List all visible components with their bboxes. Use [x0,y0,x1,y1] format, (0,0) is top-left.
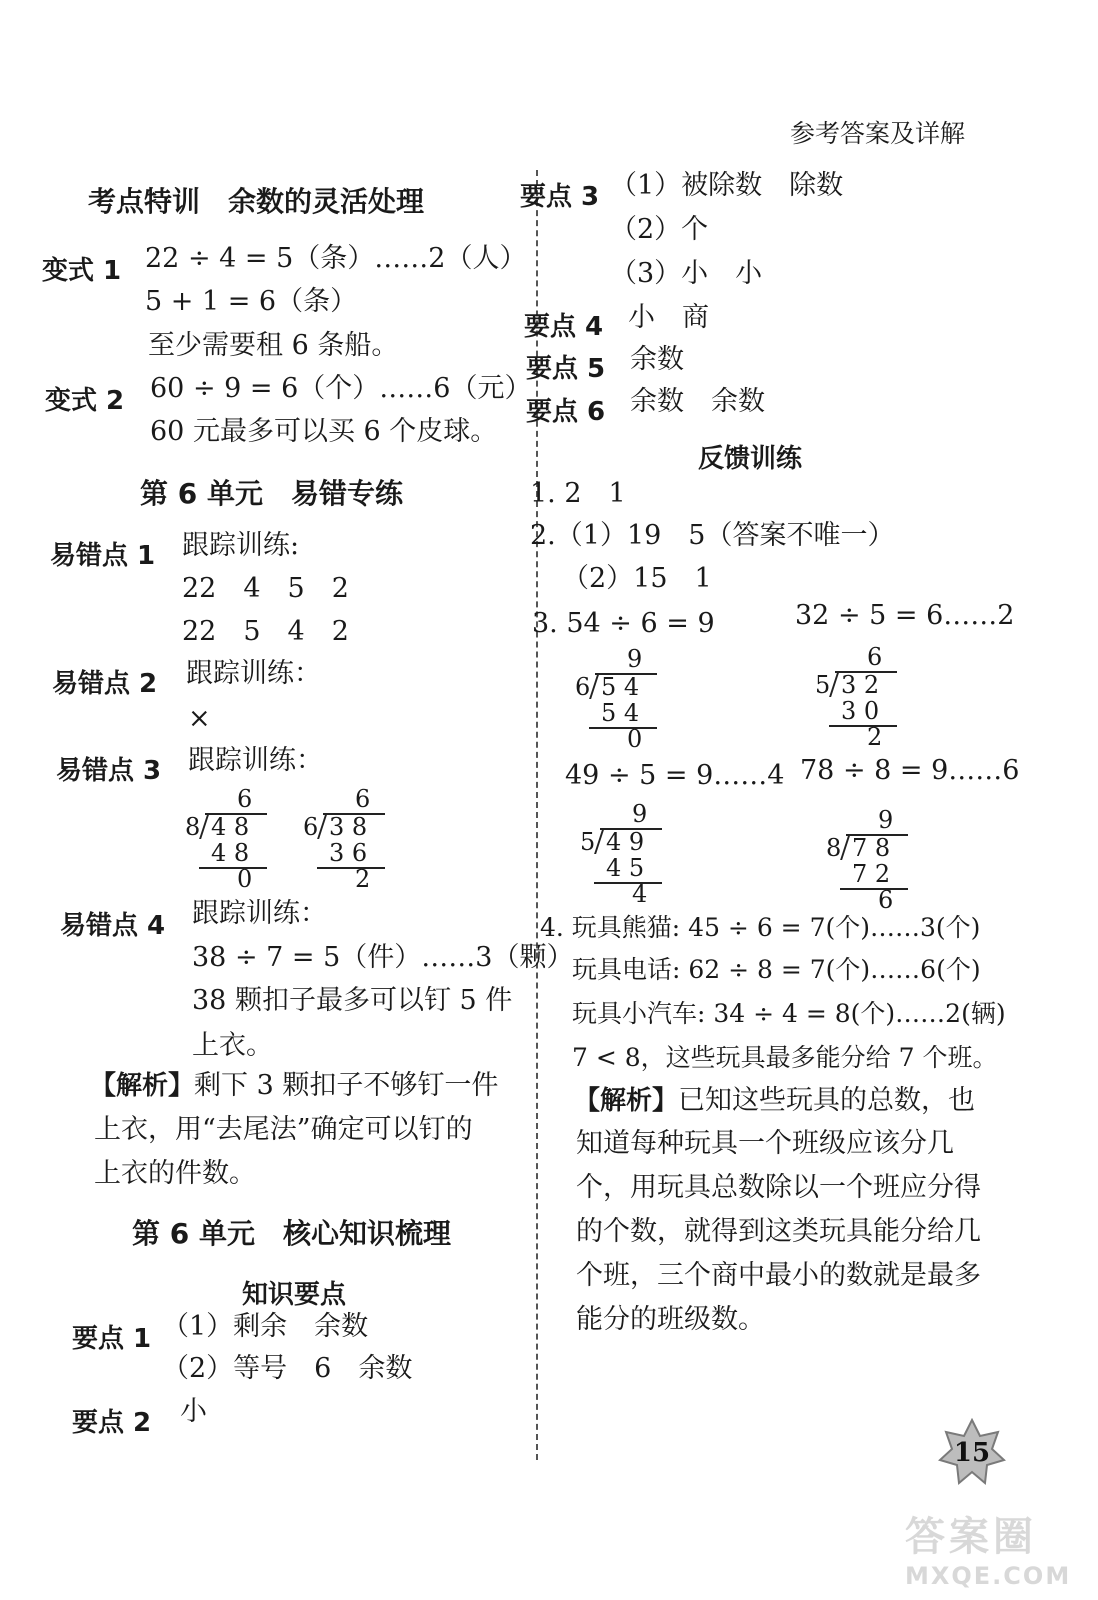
long-division [815,643,905,753]
key-point-4-label: 要点 4 [524,312,604,342]
subsection-title-knowledge-points: 知识要点 [242,1280,347,1310]
question-3-equation-d: 78 ÷ 8 = 9……6 [800,755,1020,786]
question-3-equation-b: 32 ÷ 5 = 6……2 [795,600,1015,631]
section-title-error-practice: 第 6 单元 易错专练 [140,477,403,510]
error-point-1-row-2: 22 5 4 2 [182,616,349,647]
product: 7 2 [852,860,891,888]
page-number: 15 [953,1438,991,1468]
question-4-line-1: 4. 玩具熊猫: 45 ÷ 6 = 7(个)……3(个) [540,913,981,942]
error-point-2-label: 易错点 2 [52,669,158,699]
variant-1-line-2: 5 + 1 = 6（条） [145,286,358,317]
analysis-paragraph [90,1070,498,1102]
divisor: 6 [575,673,591,701]
quotient: 9 [878,806,894,834]
subtract-line [317,867,385,869]
analysis-line: 上衣的件数。 [94,1158,256,1189]
analysis-tag: 【解析】 [90,1071,195,1101]
header-title: 参考答案及详解 [790,119,966,148]
dividend: 5 4 [601,673,640,701]
remainder: 4 [632,880,648,908]
remainder: 2 [867,723,883,751]
question-4-line-4: 7 < 8，这些玩具最多能分给 7 个班。 [572,1043,998,1072]
analysis-line: 的个数，就得到这类玩具能分给几 [576,1216,981,1247]
question-2-line-2: （2）15 1 [562,563,712,594]
analysis-line: 剩下 3 颗扣子不够钉一件 [194,1070,499,1101]
key-point-2-label: 要点 2 [72,1408,152,1438]
subtract-line [840,888,908,890]
variant-2-line-2: 60 元最多可以买 6 个皮球。 [150,416,498,447]
watermark-logo-text: 答案圈 [905,1514,1037,1560]
key-point-5-label: 要点 5 [526,354,606,384]
long-division [826,806,916,916]
variant-1-line-1: 22 ÷ 4 = 5（条）……2（人） [145,243,527,274]
remainder: 6 [878,886,894,914]
variant-1-label: 变式 1 [42,256,122,286]
key-point-3-line-2: （2）个 [610,214,709,245]
error-point-2-mark: × [188,703,211,734]
error-point-4-text: 跟踪训练： [192,898,327,929]
key-point-2-text: 小 [180,1396,207,1427]
subtract-line [829,725,897,727]
subtract-line [589,727,657,729]
division-bracket [829,673,839,697]
error-point-4-label: 易错点 4 [60,911,166,941]
subtract-line [594,882,662,884]
quotient: 6 [355,785,371,813]
page-number-badge [938,1418,1006,1486]
divisor: 8 [185,813,201,841]
analysis-line: 已知这些玩具的总数，也 [678,1085,976,1116]
error-point-4-line-1: 38 ÷ 7 = 5（件）……3（颗） [192,942,574,973]
question-2-line-1: 2.（1）19 5（答案不唯一） [530,520,895,551]
watermark [905,1505,1071,1590]
question-3-equation-a: 3. 54 ÷ 6 = 9 [532,608,715,639]
section-title-remainder: 考点特训 余数的灵活处理 [88,185,425,218]
error-point-3-text: 跟踪训练： [188,745,323,776]
division-bracket [317,815,327,839]
key-point-6-label: 要点 6 [526,397,606,427]
feedback-training-title: 反馈训练 [698,444,803,474]
variant-1-line-3: 至少需要租 6 条船。 [148,330,399,361]
long-division [303,785,393,895]
question-4-line-2: 玩具电话: 62 ÷ 8 = 7(个)……6(个) [572,955,981,984]
quotient: 9 [632,800,648,828]
analysis-line: 个，用玩具总数除以一个班应分得 [576,1172,981,1203]
error-point-1-row-1: 22 4 5 2 [182,573,349,604]
quotient: 6 [867,643,883,671]
error-point-1-label: 易错点 1 [50,541,156,571]
key-point-3-label: 要点 3 [520,182,600,212]
product: 3 0 [841,697,880,725]
key-point-1-label: 要点 1 [72,1324,152,1354]
divisor: 5 [580,828,596,856]
analysis-paragraph [574,1085,975,1117]
division-bracket [594,830,604,854]
key-point-5-text: 余数 [630,344,684,375]
product: 5 4 [601,699,640,727]
key-point-3-line-3: （3）小 小 [610,258,763,289]
variant-2-line-1: 60 ÷ 9 = 6（个）……6（元） [150,373,532,404]
key-point-6-text: 余数 余数 [630,386,765,417]
error-point-4-line-2: 38 颗扣子最多可以钉 5 件 [192,985,513,1016]
long-division [185,785,275,895]
dividend: 4 8 [211,813,250,841]
error-point-1-text: 跟踪训练: [182,530,300,561]
division-bracket [840,836,850,860]
variant-2-label: 变式 2 [45,386,125,416]
remainder: 0 [627,725,643,753]
product: 4 5 [606,854,645,882]
analysis-line: 能分的班级数。 [576,1304,765,1335]
question-3-equation-c: 49 ÷ 5 = 9……4 [565,760,785,791]
analysis-line: 上衣，用“去尾法”确定可以钉的 [94,1114,473,1145]
watermark-url: MXQE.COM [905,1562,1072,1590]
error-point-4-line-3: 上衣。 [192,1030,273,1061]
error-point-3-label: 易错点 3 [56,756,162,786]
divisor: 6 [303,813,319,841]
quotient: 6 [237,785,253,813]
divisor: 8 [826,834,842,862]
analysis-line: 个班，三个商中最小的数就是最多 [576,1260,981,1291]
division-bracket [199,815,209,839]
dividend: 7 8 [852,834,891,862]
product: 3 6 [329,839,368,867]
question-1: 1. 2 1 [530,478,626,509]
dividend: 4 9 [606,828,645,856]
divisor: 5 [815,671,831,699]
long-division [580,800,670,910]
key-point-1-line-1: （1）剩余 余数 [162,1311,369,1342]
dividend: 3 8 [329,813,368,841]
remainder: 0 [237,865,253,893]
long-division [575,645,665,755]
section-title-core-knowledge: 第 6 单元 核心知识梳理 [132,1217,451,1250]
analysis-line: 知道每种玩具一个班级应该分几 [576,1128,954,1159]
division-bracket [589,675,599,699]
key-point-4-text: 小 商 [628,302,709,333]
error-point-2-text: 跟踪训练： [186,658,321,689]
analysis-tag: 【解析】 [574,1086,679,1116]
dividend: 3 2 [841,671,880,699]
key-point-1-line-2: （2）等号 6 余数 [162,1353,413,1384]
key-point-3-line-1: （1）被除数 除数 [610,170,844,201]
subtract-line [199,867,267,869]
quotient: 9 [627,645,643,673]
remainder: 2 [355,865,371,893]
product: 4 8 [211,839,250,867]
question-4-line-3: 玩具小汽车: 34 ÷ 4 = 8(个)……2(辆) [572,999,1006,1028]
